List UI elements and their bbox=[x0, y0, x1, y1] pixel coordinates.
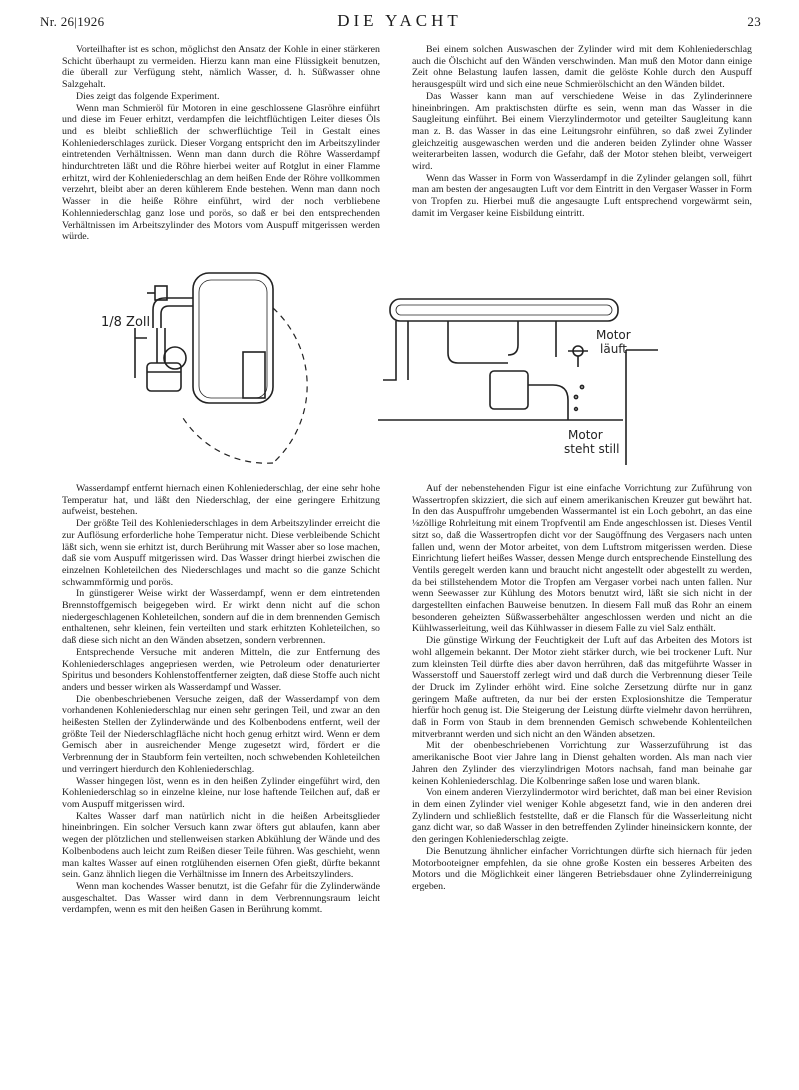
intake-sketch-right bbox=[378, 285, 668, 465]
engine-sketch-left bbox=[95, 268, 385, 483]
page-number: 23 bbox=[747, 14, 761, 29]
paragraph: Die Benutzung ähnlicher einfacher Vorrichtungen dürfte sich hiernach für jeden Motorbooteigner empfehlen, da sie ohne große Kosten ein besseres Arbeiten des Motors und die Möglichkeit einer längeren Betriebsdauer ohne Zylinderreinigung ergeben. bbox=[412, 845, 752, 892]
label-motor-stopped-2: steht still bbox=[564, 442, 620, 456]
paragraph: Wenn das Wasser in Form von Wasserdampf in die Zylinder gelangen soll, führt man am besten der angesaugten Luft vor dem Eintritt in den Vergaser Wasser in Form von Tropfen zu. Hierbei muß die angesaugte Luft entsprechend vorgewärmt sein, damit im Vergaser keine Eisbildung eintritt. bbox=[412, 172, 752, 219]
text-column-bottom-right bbox=[412, 483, 752, 893]
paragraph: Mit der obenbeschriebenen Vorrichtung zur Wasserzuführung ist das amerikanische Boot vier Jahre lang in Dienst gehalten worden. Als man nach vier Jahren den Zylinder des vierzylindrigen Motors nachsah, fand man beinahe gar keinen Kohleniederschlag. Die Kolbenringe saßen lose und waren blank. bbox=[412, 740, 752, 787]
label-motor-stopped-1: Motor bbox=[568, 428, 603, 442]
paragraph: Wenn man Schmieröl für Motoren in eine geschlossene Glasröhre einführt und diese im Feuer erhitzt, verdampfen die leichtflüchtigen Leiter dieses Öls und es bleibt schließlich der schwerflüchtige Teil in Gestalt eines Kohleniederschlages zurück. Dieser Vorgang entspricht den im Arbeitszylinder eintretenden Verhältnissen. Wenn man dann durch die Röhre Wasserdampf hindurchtreten läßt und die Röhre hierbei weiter auf Rotglut in einer Flamme erhitzt, wird der Kohleniederschlag an dem heißen Ende der Röhre vollkommen verzehrt, bleibt aber an deren kühlerem Ende bestehen. Wenn man dann noch Wasser in die heiße Röhre einführt, wird der noch verbliebene Kohlenniederschlag ganz lose und porös, so daß er bei den entsprechenden Verhältnissen im Arbeitszylinder des Motors vom Auspuff mitgerissen werden würde. bbox=[62, 102, 380, 243]
paragraph: Kaltes Wasser darf man natürlich nicht in die heißen Arbeitsglieder hineinbringen. Ein solcher Versuch kann zwar öfters gut ablaufen, kann aber wegen der plötzlichen und stellenweisen starken Abkühlung der Wände und des Kolbenbodens auch leicht zum Reißen dieser Teile führen. Was geschieht, wenn man kaltes Wasser auf einen rotglühenden eisernen Ofen gießt, dürfte bekannt sein. Ganz ähnlich liegen die Verhältnisse im Innern des Arbeitszylinders. bbox=[62, 810, 380, 881]
text-column-top-left bbox=[62, 44, 380, 243]
paragraph: Vorteilhafter ist es schon, möglichst den Ansatz der Kohle in einer stärkeren Schicht überhaupt zu vermeiden. Hierzu kann man eine Flüssigkeit benutzen, die überall zur Verfügung steht, nämlich Wasser, d. h. Süßwasser ohne Salzgehalt. bbox=[62, 44, 380, 91]
intake-sketch-right-drawing bbox=[378, 285, 668, 465]
label-motor-running-1: Motor bbox=[596, 328, 631, 342]
paragraph: Wenn man kochendes Wasser benutzt, ist die Gefahr für die Zylinderwände ausgeschaltet. Das Wasser wird dann in dem Verbrennungsraum leicht verdampfen, wenn es mit den heißen Gasen in Berührung kommt. bbox=[62, 880, 380, 916]
paragraph: Die günstige Wirkung der Feuchtigkeit der Luft auf das Arbeiten des Motors ist wohl allgemein bekannt. Der Motor zieht stärker durch, wie bei trockener Luft. Nur zum kleinsten Teil dürfte dies aber davon herrühren, daß das mitgeführte Wasser in Wasserstoff und Sauerstoff zerlegt wird und daß durch die Verbrennung dieser Teile der Druck im Zylinder erhöht wird. Eine solche Zersetzung dürfte nur in ganz geringem Maße auftreten, da nur bei der ersten Explosionshitze die Temperatur hierfür hoch genug ist. Die Steigerung der Leistung dürfte vielmehr davon herrühren, daß in Form von Staub in dem brennenden Gemisch schwebende Kohlenteilchen mitverbrannt werden und sich nicht an den Wänden absetzen. bbox=[412, 635, 752, 740]
paragraph: Bei einem solchen Auswaschen der Zylinder wird mit dem Kohleniederschlag auch die Ölschicht auf den Wänden verschwinden. Man muß den Motor dann einige Zeit ohne Belastung laufen lassen, damit die gelöste Kohle durch den Auspuff herausgespült wird und sich eine neue Schmierölschicht an den Wänden bildet. bbox=[412, 44, 752, 91]
paragraph: Auf der nebenstehenden Figur ist eine einfache Vorrichtung zur Zuführung von Wassertropfen skizziert, die sich auf einem amerikanischen Kreuzer gut bewährt hat. In den das Auspuffrohr umgebenden Wassermantel ist ein Loch gebohrt, an das eine ⅛zöllige Rohrleitung mit einem Tropfventil am Ende angeschlossen ist. Dieses Ventil sitzt so, daß die Wassertropfen dicht vor der Saugöffnung des Vergasers nach unten fallen und, wenn der Motor arbeitet, von dem Luftstrom mitgerissen werden. Diese Einrichtung liefert heißes Wasser, dessen Menge durch entsprechende Einstellung des Ventils geregelt werden kann und braucht nicht angestellt oder abgestellt zu werden, da bei stillstehendem Motor die Tropfen am Vergaser vorbei nach unten fallen. Nur wenn Seewasser zur Kühlung des Motors benutzt wird, läßt sie sich nicht in der dargestellten einfachen Bauweise benutzen. In diesem Fall muß das Rohr an einem besonderen geheizten Süßwasserbehälter angeschlossen werden und nicht an die Kühlwasserleitung, weil das Kühlwasser in diesem Falle zu viel Salz enthält. bbox=[412, 483, 752, 635]
engine-sketch-left-drawing bbox=[95, 268, 385, 483]
label-motor-running-2: läuft bbox=[600, 342, 628, 356]
paragraph: Entsprechende Versuche mit anderen Mitteln, die zur Entfernung des Kohleniederschlages angepriesen werden, wie Petroleum oder denaturierter Spiritus und besonders Kohlenstoffentferner zeigten, daß diese Stoffe auch nicht anders und besser wirken als Wasserdampf und Wasser. bbox=[62, 646, 380, 693]
label-eighth-inch: 1/8 Zoll bbox=[101, 315, 151, 330]
paragraph: Der größte Teil des Kohleniederschlages in dem Arbeitszylinder erreicht die zur Auflösung erforderliche hohe Temperatur nicht. Diese verbleibende Schicht läßt sich, wenn sie erhitzt ist, durch Berührung mit Wasser aber so lose machen, daß sie vom Auspuff mitgerissen wird. Das Wasser dringt hierbei zwischen die einzelnen Kohleteilchen des Niederschlages und macht so die ganze Schicht schwammförmig und porös. bbox=[62, 518, 380, 588]
issue-number: Nr. 26|1926 bbox=[40, 14, 105, 29]
paragraph: Wasserdampf entfernt hiernach einen Kohleniederschlag, der eine sehr hohe Temperatur hat, und läßt den Niederschlag, der eine geringere Erhitzung aufweist, bestehen. bbox=[62, 483, 380, 518]
paragraph: Wasser hingegen löst, wenn es in den heißen Zylinder eingeführt wird, den Kohleniederschlag so in einzelne kleine, nur lose haftende Teilchen auf, daß er vom Auspuff mitgerissen wird. bbox=[62, 775, 380, 810]
paragraph: Das Wasser kann man auf verschiedene Weise in das Zylinderinnere hineinbringen. Am praktischsten dürfte es sein, wenn man das Wasser in die Saugleitung einführt. Bei einem Vierzylindermotor und geteilter Saugleitung kann man z. B. das Wasser in das eine Leitungsrohr einführen, so daß zwei Zylinder gleichzeitig ausgewaschen werden und die anderen beiden Zylinder ohne Wasser weiterarbeiten lassen, wodurch die Gefahr, daß der Motor stehen bleibt, verweigert wird. bbox=[412, 90, 752, 173]
paragraph: Die obenbeschriebenen Versuche zeigen, daß der Wasserdampf von dem vorhandenen Kohleniederschlag nur einen sehr geringen Teil, und zwar an den heißesten Stellen der Zylinderwände und des Kolbenbodens entfernt, weil der größte Teil der Niederschlagfläche nicht hoch genug erhitzt wird. Wenn er dem Gemisch aber in ausreichender Menge zugesetzt wird, fördert er die Verbrennung der in Staubform fein verteilten, noch schwebenden Kohleteilchen und verringert hierdurch den Kohleniederschlag. bbox=[62, 693, 380, 775]
paragraph: Von einem anderen Vierzylindermotor wird berichtet, daß man bei einer Revision in dem einen Zylinder viel weniger Kohle abgesetzt fand, wie in den anderen drei Zylindern und schließlich feststellte, daß er die Flansch für die Wasserleitung nicht ganz dicht war, so daß Wasser in den betreffenden Zylinder hineinsickern konnte, der den geringen Kohleniederschlag zeigte. bbox=[412, 787, 752, 846]
journal-title: DIE YACHT bbox=[337, 11, 462, 30]
paragraph: Dies zeigt das folgende Experiment. bbox=[76, 90, 220, 102]
text-column-bottom-left bbox=[62, 483, 380, 916]
paragraph: In günstigerer Weise wirkt der Wasserdampf, wenn er dem eintretenden Brennstoffgemisch beigegeben wird. Er wirkt denn nicht auf die schon niedergeschlagenen Kohleteilchen, sondern auf die in dem brennenden Gemisch enthaltenen, sehr kleinen, fein verteilten und stark erhitzten Kohleteilchen, so daß diese sich nicht an den Wänden absetzen, sondern verbrennen. bbox=[62, 588, 380, 647]
text-column-top-right bbox=[412, 44, 752, 220]
